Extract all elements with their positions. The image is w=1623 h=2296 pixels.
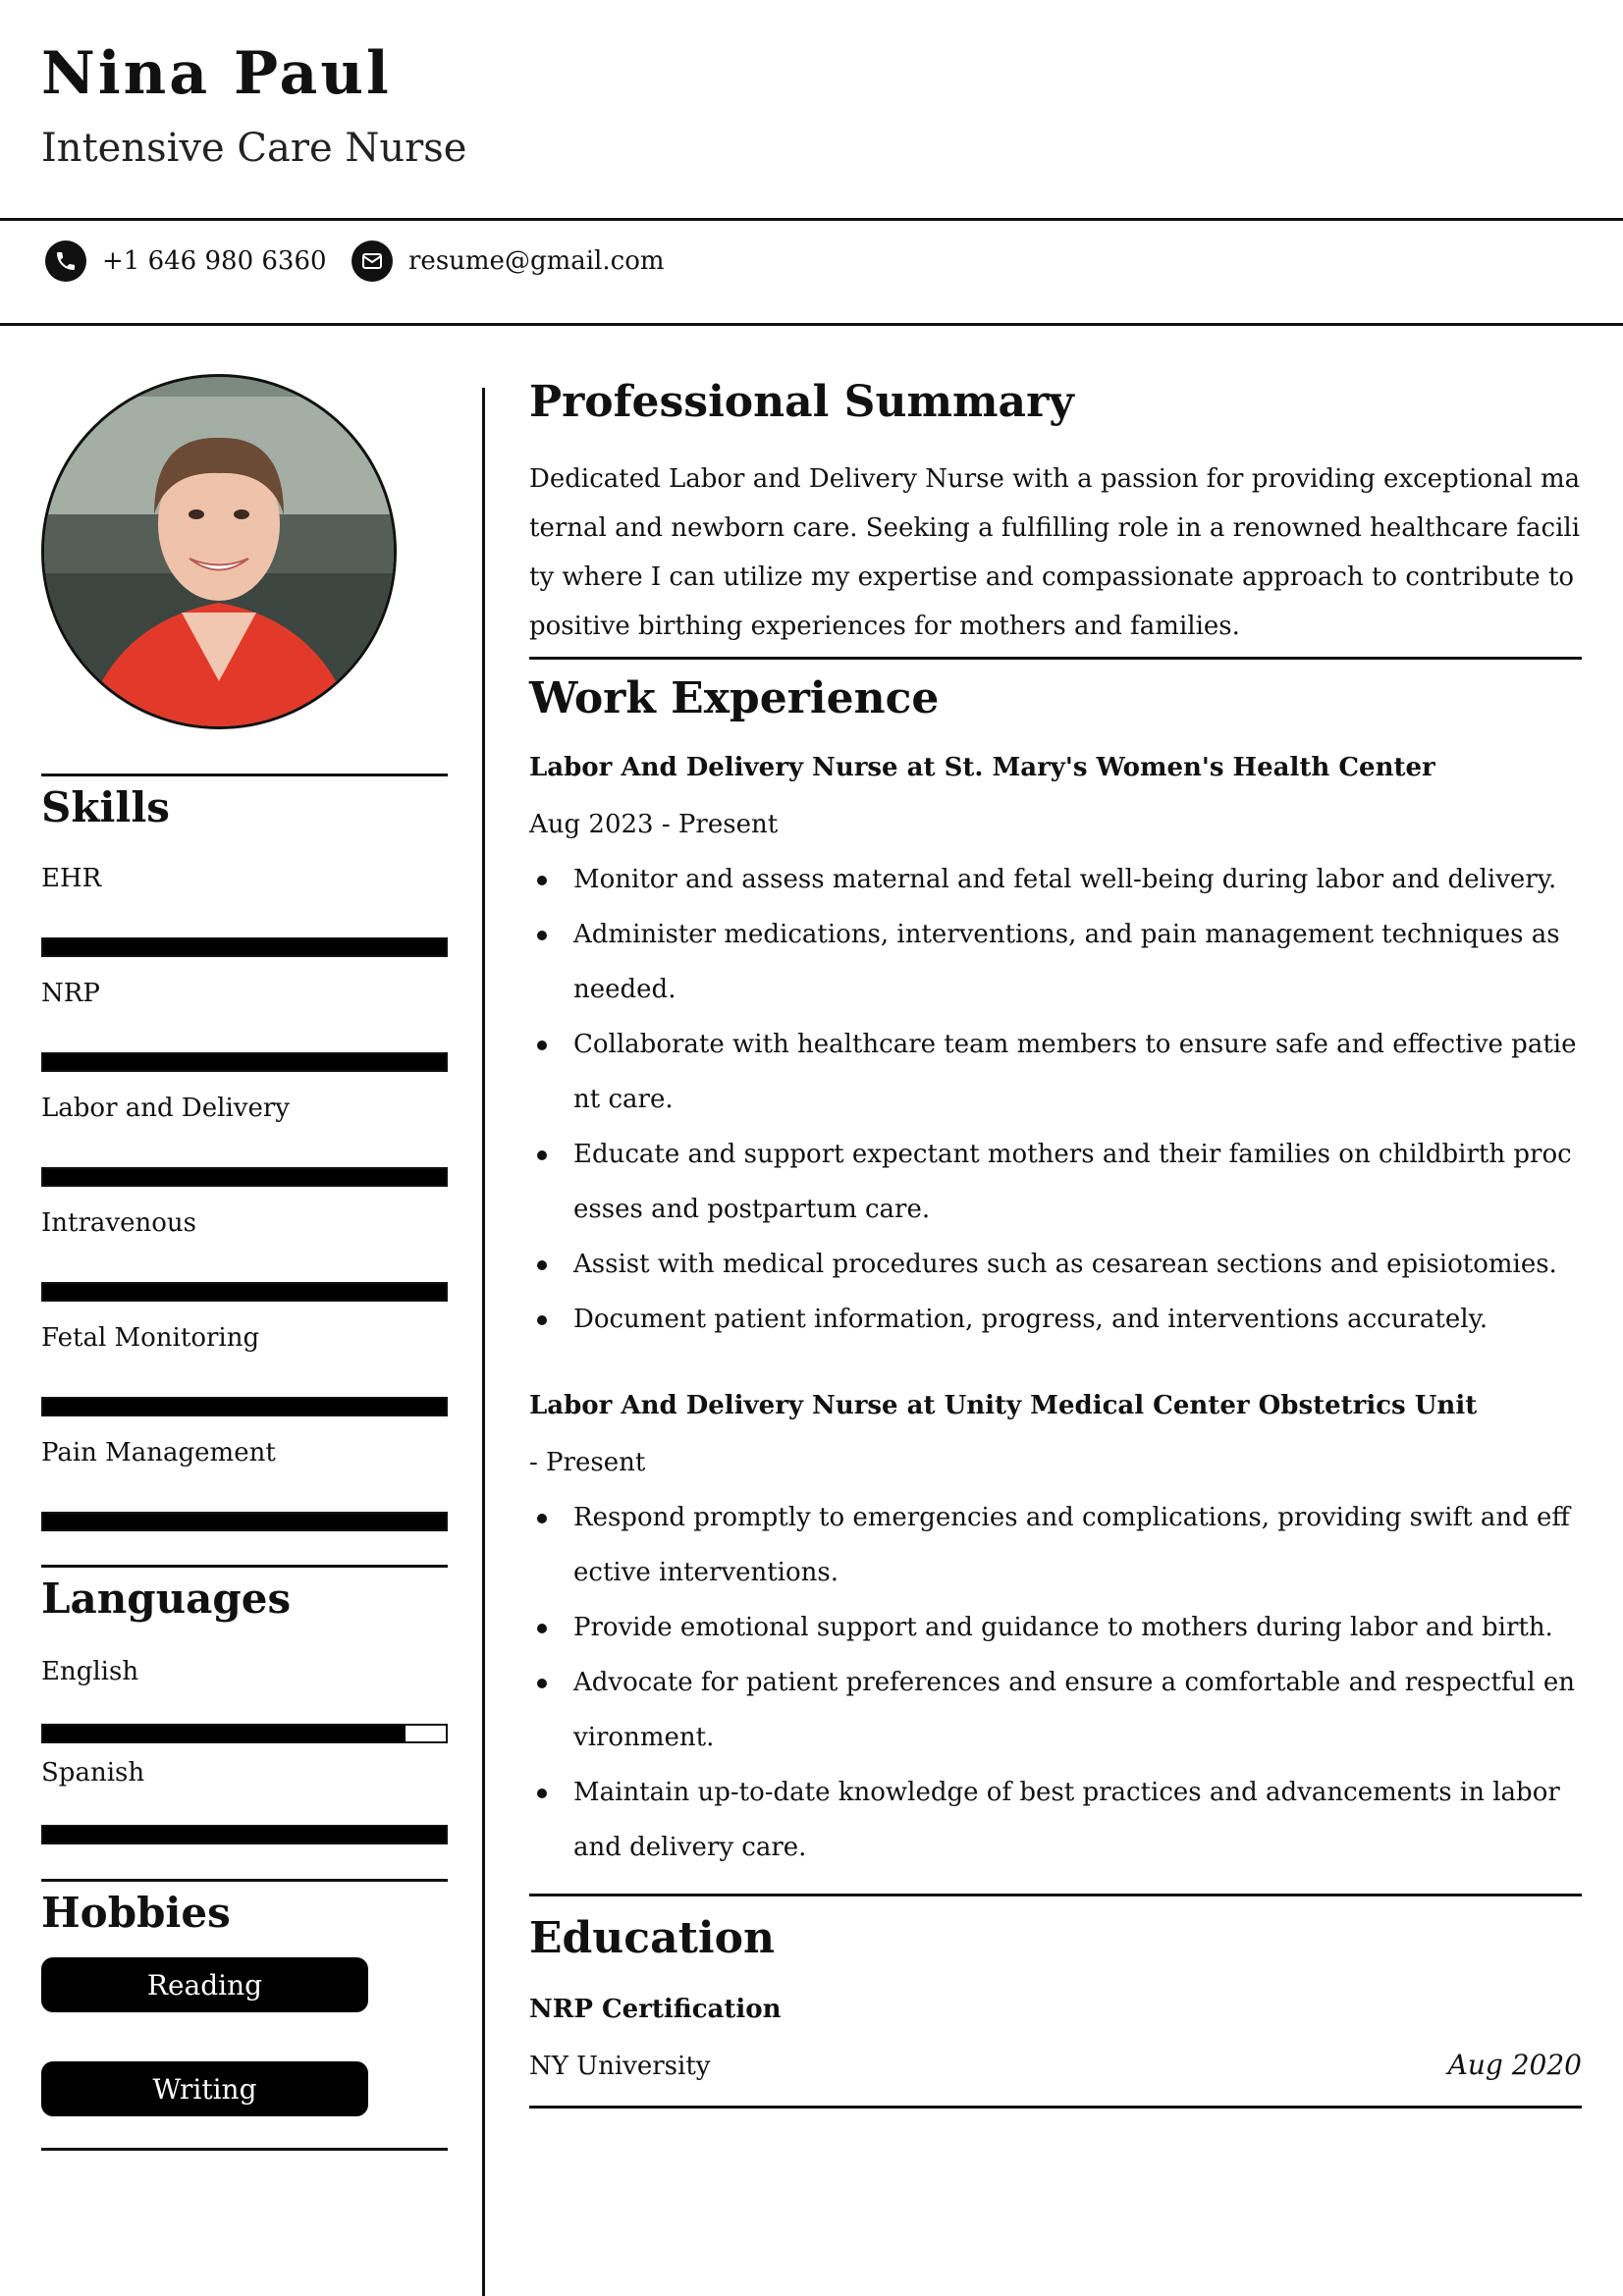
header-divider xyxy=(0,218,1623,221)
contact-divider xyxy=(0,323,1623,326)
job-title: Labor And Delivery Nurse at Unity Medical Center Obstetrics Unit xyxy=(529,1391,1478,1420)
skill-label: Pain Management xyxy=(41,1438,276,1468)
job-bullets xyxy=(529,1490,1582,1875)
contact-phone xyxy=(45,240,327,282)
education-degree: NRP Certification xyxy=(529,1995,782,2024)
language-label: Spanish xyxy=(41,1758,145,1788)
skills-heading: Skills xyxy=(41,783,170,831)
list-item: Administer medications, interventions, and pain management techniques as needed. xyxy=(529,907,1582,1017)
skill-bar xyxy=(41,1397,448,1416)
list-item: Collaborate with healthcare team members to ensure safe and effective patient care. xyxy=(529,1017,1582,1127)
list-item: Provide emotional support and guidance to mothers during labor and birth. xyxy=(529,1600,1582,1655)
education-date: Aug 2020 xyxy=(1447,2049,1582,2081)
job-bullets xyxy=(529,852,1582,1347)
phone-icon xyxy=(45,240,86,282)
hobby-pill: Reading xyxy=(41,1957,368,2012)
language-bar xyxy=(41,1825,448,1844)
skill-bar xyxy=(41,1512,448,1531)
experience-heading: Work Experience xyxy=(529,673,940,723)
hobbies-divider xyxy=(41,1879,448,1882)
list-item: Document patient information, progress, and interventions accurately. xyxy=(529,1292,1582,1347)
education-school: NY University xyxy=(529,2052,711,2081)
phone-number: +1 646 980 6360 xyxy=(102,246,327,276)
list-item: Respond promptly to emergencies and complications, providing swift and effective interventions. xyxy=(529,1490,1582,1600)
candidate-title: Intensive Care Nurse xyxy=(41,126,467,171)
education-divider xyxy=(529,2106,1582,2109)
list-item: Monitor and assess maternal and fetal well-being during labor and delivery. xyxy=(529,852,1582,907)
skill-bar xyxy=(41,1282,448,1302)
list-item: Advocate for patient preferences and ensure a comfortable and respectful environment. xyxy=(529,1655,1582,1765)
skill-label: Labor and Delivery xyxy=(41,1094,290,1123)
language-bar xyxy=(41,1724,448,1743)
skill-label: NRP xyxy=(41,979,100,1008)
job-date: - Present xyxy=(529,1448,646,1477)
profile-photo xyxy=(41,374,397,729)
job-title: Labor And Delivery Nurse at St. Mary's Women's Health Center xyxy=(529,753,1435,782)
hobby-pill: Writing xyxy=(41,2061,368,2116)
skill-label: EHR xyxy=(41,864,102,893)
skill-bar xyxy=(41,1167,448,1187)
skill-label: Fetal Monitoring xyxy=(41,1323,260,1353)
skill-label: Intravenous xyxy=(41,1208,196,1238)
list-item: Assist with medical procedures such as cesarean sections and episiotomies. xyxy=(529,1237,1582,1292)
left-bottom-divider xyxy=(41,2148,448,2151)
resume-header xyxy=(0,0,1623,218)
contact-email xyxy=(352,240,665,282)
skill-bar xyxy=(41,937,448,957)
email-address[interactable]: resume@gmail.com xyxy=(408,246,665,276)
summary-text: Dedicated Labor and Delivery Nurse with a passion for providing exceptional maternal and newborn care. Seeking a fulfilling role in a renowned healthcare facility where I can utilize my expertise and compassionate approach to contribute to positive birthing experiences for mothers and families. xyxy=(529,464,1581,641)
education-heading: Education xyxy=(529,1913,775,1963)
list-item: Educate and support expectant mothers and their families on childbirth processes and postpartum care. xyxy=(529,1127,1582,1237)
skills-divider xyxy=(41,774,448,776)
languages-divider xyxy=(41,1565,448,1568)
candidate-name: Nina Paul xyxy=(41,39,392,108)
hobbies-heading: Hobbies xyxy=(41,1889,231,1937)
email-icon xyxy=(352,240,393,282)
job-date: Aug 2023 - Present xyxy=(529,810,779,839)
languages-heading: Languages xyxy=(41,1575,292,1623)
language-label: English xyxy=(41,1657,139,1686)
skill-bar xyxy=(41,1052,448,1072)
summary-divider xyxy=(529,657,1582,660)
experience-divider xyxy=(529,1894,1582,1896)
column-divider xyxy=(482,388,485,2296)
list-item: Maintain up-to-date knowledge of best practices and advancements in labor and delivery care. xyxy=(529,1765,1582,1875)
summary-heading: Professional Summary xyxy=(529,377,1074,427)
